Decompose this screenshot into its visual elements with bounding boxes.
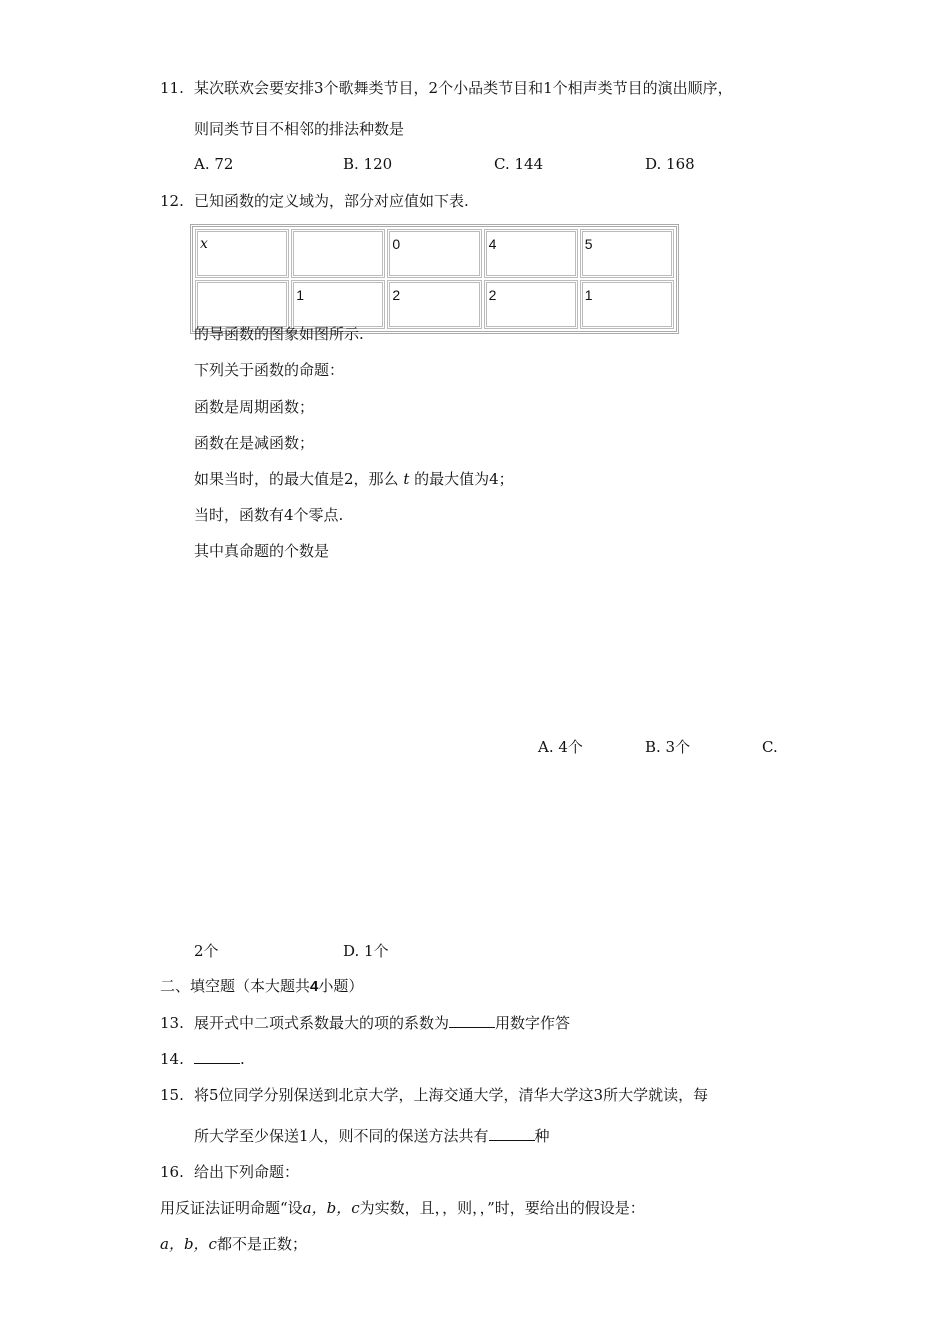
q12-proposition-2: 函数在是减函数； (194, 434, 315, 452)
table-cell: x (195, 229, 289, 278)
q16-text-line2 (160, 1198, 645, 1218)
q15-answer-blank[interactable] (489, 1126, 535, 1141)
q12-prop3-post: 的最大值为4； (414, 470, 514, 488)
q12-option-a: A. 4个 (538, 738, 583, 756)
q12-derivative-line: 的导函数的图象如图所示. (194, 325, 364, 343)
table-cell (291, 229, 385, 278)
q15-text-post: 种 (534, 1127, 550, 1145)
table-cell: 0 (387, 229, 481, 278)
q12-option-b: B. 3个 (645, 738, 691, 756)
q14-answer-blank[interactable] (194, 1049, 240, 1064)
q16-line2-pre: 用反证法证明命题“设 (160, 1199, 303, 1217)
q11-number: 11. (160, 79, 184, 97)
q12-proposition-4: 当时，函数有4个零点. (194, 506, 344, 524)
q16-line3-post: 都不是正数； (216, 1235, 307, 1253)
section2-title-post: 小题） (318, 977, 364, 995)
q12-propositions-intro: 下列关于函数的命题： (194, 361, 345, 379)
section2-title-num: 4 (310, 978, 319, 995)
q16-line2-vars: a，b，c (302, 1199, 360, 1217)
table-row (195, 229, 674, 278)
q12-proposition-1: 函数是周期函数； (194, 398, 315, 416)
q14-text (194, 1049, 245, 1069)
table-cell: 1 (291, 280, 385, 329)
table-cell: 1 (580, 280, 674, 329)
section2-title-pre: 二、填空题（本大题共 (160, 977, 311, 995)
q11-text-line1: 某次联欢会要安排3个歌舞类节目，2个小品类节目和1个相声类节目的演出顺序， (194, 79, 733, 97)
q16-text-line1: 给出下列命题： (194, 1163, 300, 1181)
q11-options (0, 155, 950, 175)
q11-option-d: D. 168 (645, 155, 695, 173)
q13-text-pre: 展开式中二项式系数最大的项的系数为 (194, 1014, 450, 1032)
q12-question: 其中真命题的个数是 (194, 542, 330, 560)
table-cell: 2 (387, 280, 481, 329)
q11-option-b: B. 120 (343, 155, 393, 173)
q15-text-line2 (194, 1126, 550, 1146)
q13-answer-blank[interactable] (449, 1013, 495, 1028)
q16-line2-post: 为实数，且，，则，，”时，要给出的假设是： (359, 1199, 645, 1217)
table-row (195, 280, 674, 329)
q12-prop3-var: t (403, 470, 410, 488)
q11-text-line2: 则同类节目不相邻的排法种数是 (194, 120, 405, 138)
q16-text-line3 (160, 1234, 307, 1254)
q14-text-post: . (240, 1050, 245, 1068)
q13-text (194, 1013, 570, 1033)
value-table (190, 224, 679, 334)
q12-option-c: C. (762, 738, 778, 756)
q13-text-post: 用数字作答 (495, 1014, 571, 1032)
q12-option-d: D. 1个 (343, 942, 389, 960)
q13-number: 13. (160, 1014, 184, 1032)
table-cell: 4 (484, 229, 578, 278)
q16-number: 16. (160, 1163, 184, 1181)
table-cell: 5 (580, 229, 674, 278)
q12-number: 12. (160, 192, 184, 210)
q14-number: 14. (160, 1050, 184, 1068)
q11-option-c: C. 144 (494, 155, 544, 173)
q12-proposition-3 (194, 469, 514, 489)
table-cell: 2 (484, 280, 578, 329)
q15-number: 15. (160, 1086, 184, 1104)
q15-text-line1: 将5位同学分别保送到北京大学，上海交通大学，清华大学这3所大学就读，每 (194, 1086, 709, 1104)
section2-title (160, 976, 363, 997)
q15-text-pre: 所大学至少保送1人，则不同的保送方法共有 (194, 1127, 489, 1145)
q12-option-c-cont: 2个 (194, 942, 219, 960)
table-cell (195, 280, 289, 329)
q11-option-a: A. 72 (194, 155, 234, 173)
q12-prop3-pre: 如果当时，的最大值是2，那么 (194, 470, 399, 488)
q12-text-line1: 已知函数的定义域为，部分对应值如下表. (194, 192, 469, 210)
q16-line3-vars: a，b，c (160, 1235, 217, 1253)
